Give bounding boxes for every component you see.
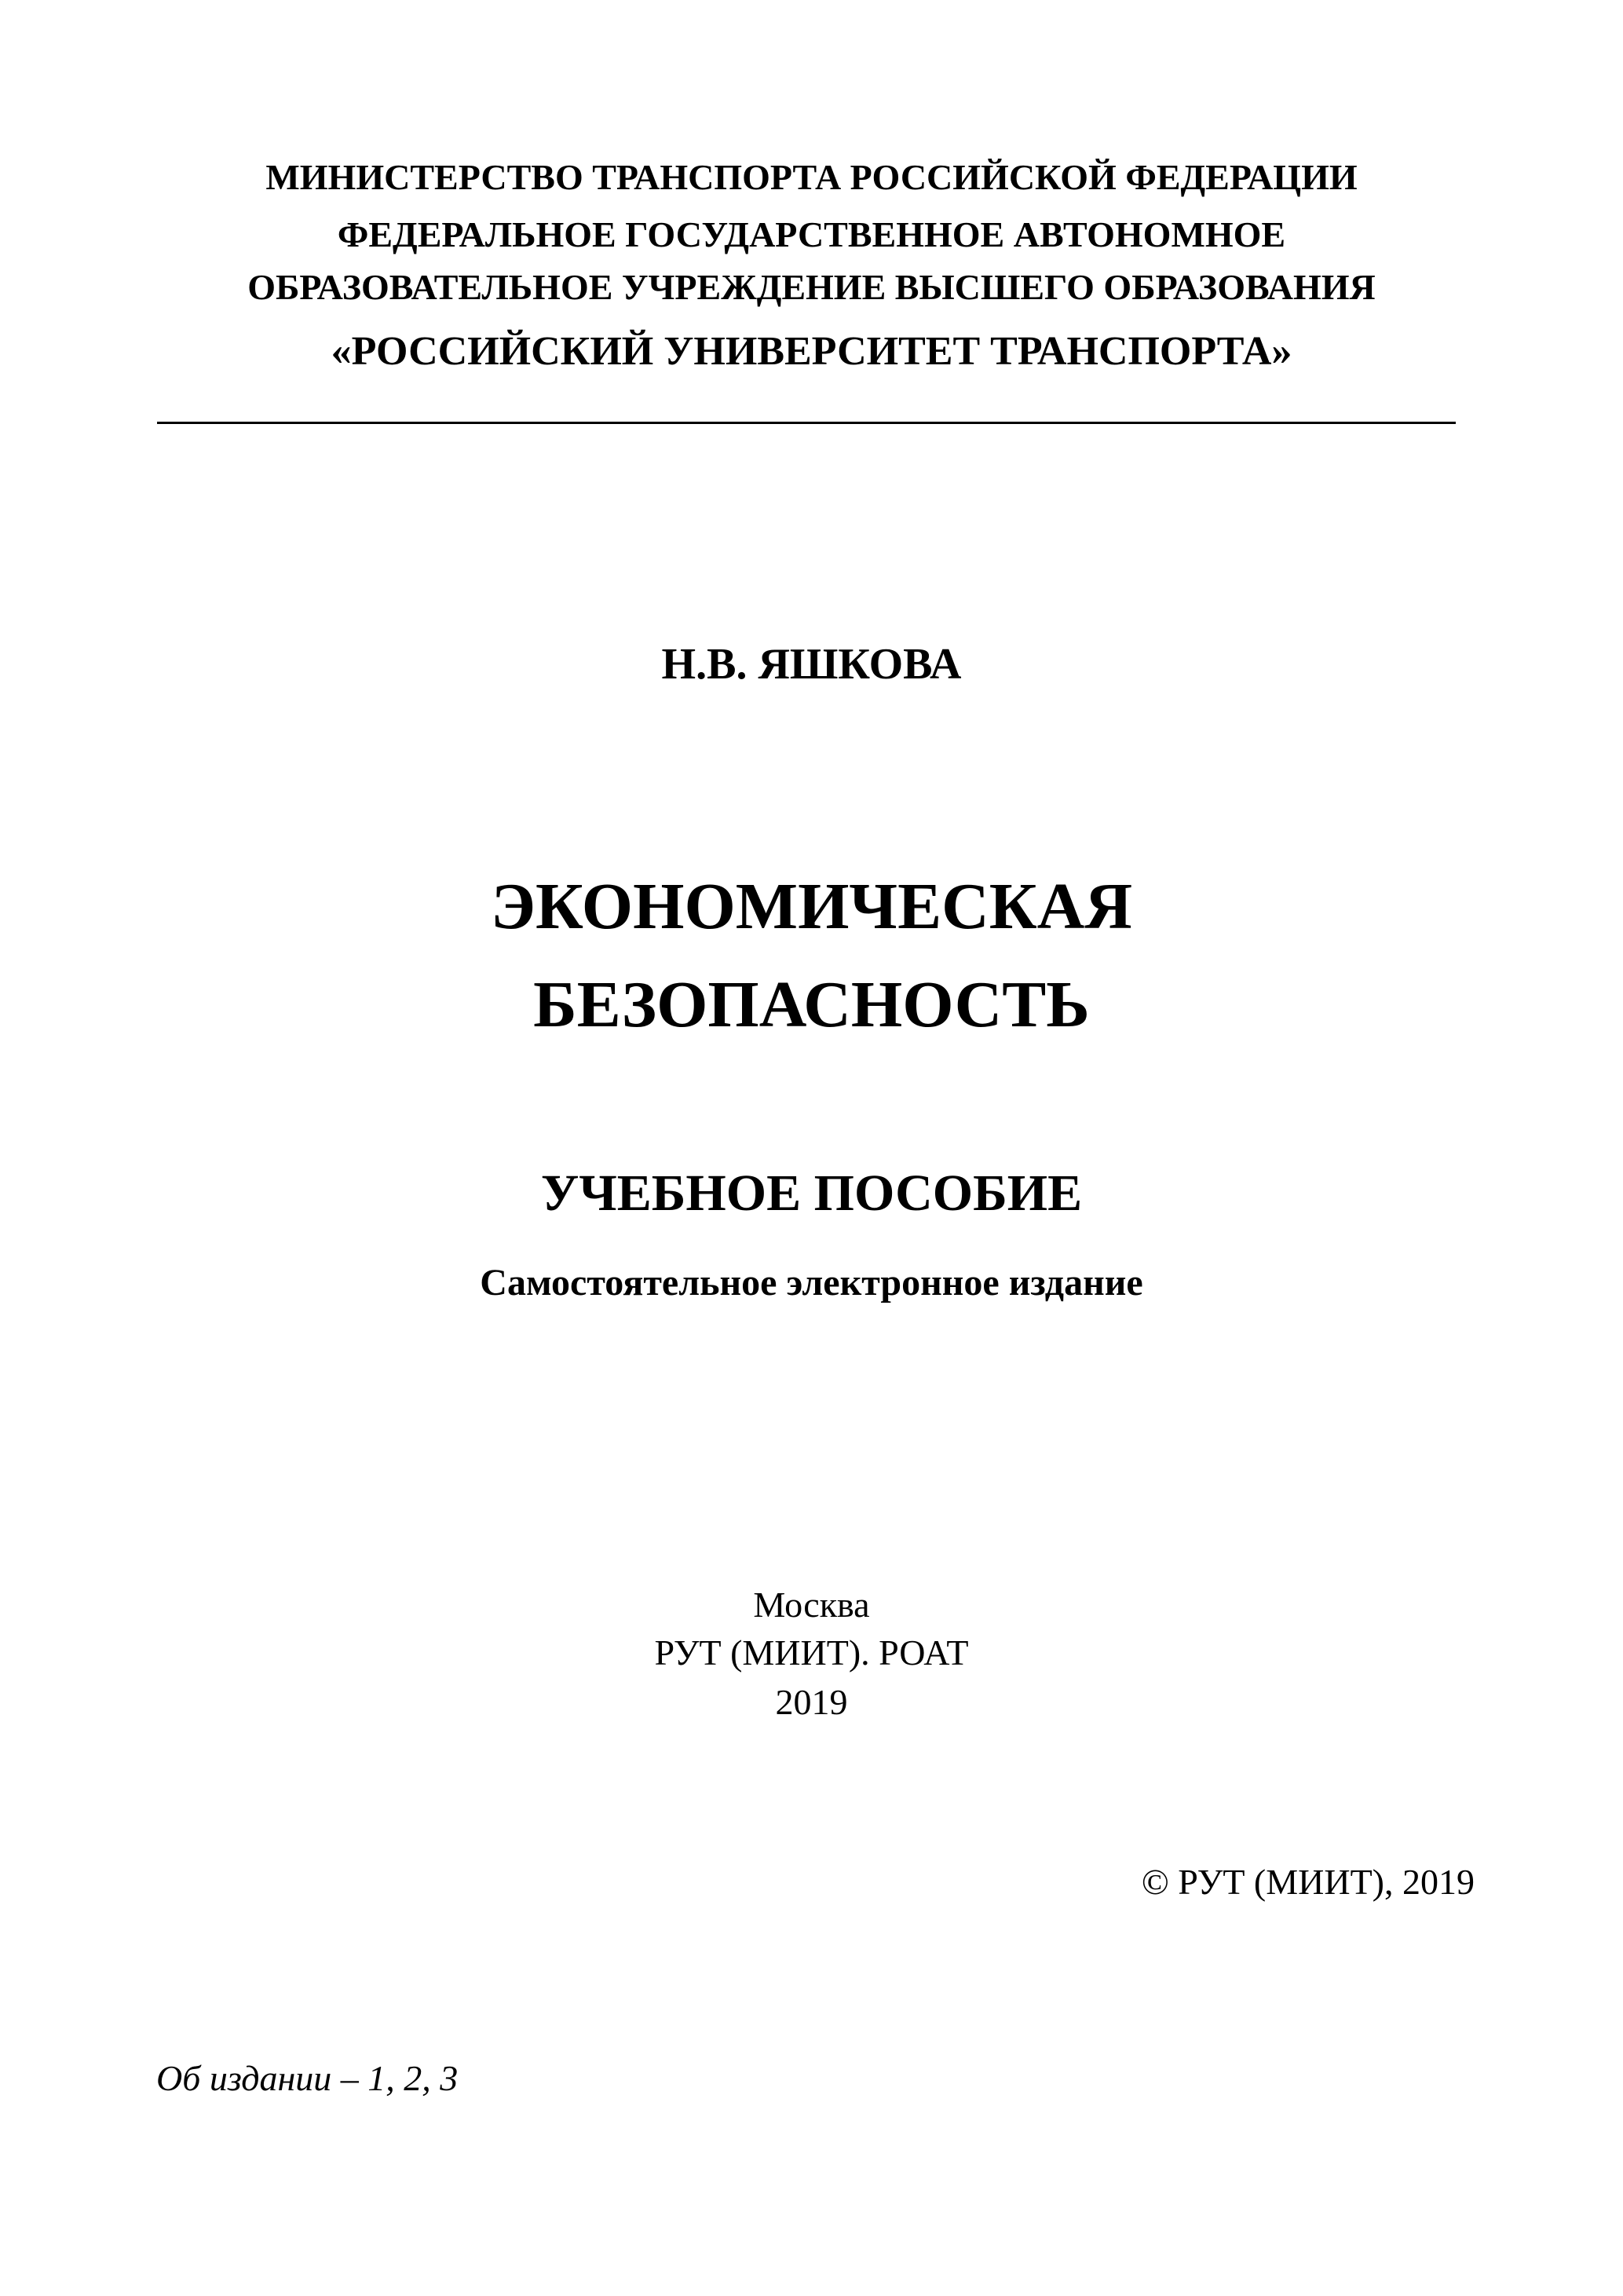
- university-name: «РОССИЙСКИЙ УНИВЕРСИТЕТ ТРАНСПОРТА»: [331, 329, 1292, 374]
- edition-note: Самостоятельное электронное издание: [480, 1262, 1143, 1303]
- institution-line-2: ОБРАЗОВАТЕЛЬНОЕ УЧРЕЖДЕНИЕ ВЫСШЕГО ОБРАЗОВАНИЯ: [247, 267, 1376, 307]
- book-title-line-2: БЕЗОПАСНОСТЬ: [533, 968, 1090, 1041]
- imprint-city: Москва: [753, 1585, 870, 1625]
- institution-line-1: ФЕДЕРАЛЬНОЕ ГОСУДАРСТВЕННОЕ АВТОНОМНОЕ: [337, 214, 1286, 254]
- ministry-heading: МИНИСТЕРСТВО ТРАНСПОРТА РОССИЙСКОЙ ФЕДЕРАЦИИ: [265, 157, 1358, 197]
- copyright-notice: © РУТ (МИИТ), 2019: [1141, 1862, 1475, 1902]
- about-edition-link[interactable]: Об издании – 1, 2, 3: [156, 2058, 459, 2098]
- imprint-year: 2019: [775, 1682, 848, 1722]
- book-title-line-1: ЭКОНОМИЧЕСКАЯ: [491, 870, 1132, 943]
- book-subtitle: УЧЕБНОЕ ПОСОБИЕ: [540, 1164, 1083, 1222]
- author-name: Н.В. ЯШКОВА: [661, 640, 962, 689]
- imprint-publisher: РУТ (МИИТ). РОАТ: [654, 1632, 969, 1673]
- header-divider: [157, 422, 1456, 424]
